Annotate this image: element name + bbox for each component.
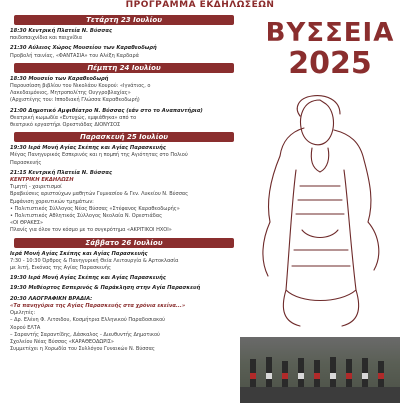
day-header: Τετάρτη 23 Ιουλίου	[14, 15, 234, 25]
event-detail-line: «ΟΙ ΘΡΑΚΕΣ»	[10, 220, 44, 227]
festival-title	[260, 18, 400, 80]
event-title: 21:00 Δημοτικό Αμφιθέατρο Ν. Βύσσας (εάν στο το Αναπαντήρια)	[10, 107, 203, 114]
event-detail-line: – Δρ. Ελένη Φ. Λιτσιδου, Κοσμήτρια Ελληνικού Παραδοσιακού	[10, 317, 166, 324]
event-detail-line: Θεατρική κωμωδία «Ευτυχώς, εμφιάθηκα» από το	[10, 114, 137, 121]
event-detail-line: Χορού ΕΛΤΑ	[10, 324, 41, 331]
festival-year: 2025	[288, 46, 372, 81]
event-title: 21:15 Κεντρική Πλατεία Ν. Βύσσας	[10, 169, 113, 176]
event-entry	[10, 45, 242, 59]
event-entry	[10, 170, 242, 235]
event-detail-line: Παρασκευής	[10, 159, 42, 166]
event-detail-line: με λιτή, Εικόνας της Αγίας Παρασκευής	[10, 265, 111, 272]
day-header: Σάββατο 26 Ιουλίου	[14, 238, 234, 248]
program-header: ΠΡΟΓΡΑΜΜΑ ΕΚΔΗΛΩΣΕΩΝ	[125, 0, 275, 10]
event-title: 19:30 Ιερά Μονή Αγίας Σκέπης και Αγίας Παρασκευής	[10, 275, 166, 282]
event-detail-line: 7:30 - 10:30 Όρθρος & Πανηγυρική Θεία Λειτουργία & Αρτοκλασία	[10, 257, 179, 264]
day-header: Πέμπτη 24 Ιουλίου	[14, 63, 234, 73]
folk-dance-photo	[240, 337, 400, 403]
event-entry	[10, 275, 242, 282]
event-entry	[10, 145, 242, 167]
event-detail-line: (Αρχιστέγης του: Ιπποδιακή Γλώσσα Καραθεοδωρή)	[10, 97, 140, 104]
event-detail-line: Ομιλητές:	[10, 310, 36, 317]
event-detail-line: Συμμετέχει η Χορωδία του Συλλόγου Γυναικών Ν. Βύσσας	[10, 346, 155, 353]
event-detail-line: • Πολιτιστικός Σύλλογος Νέας Βύσσας «Στέφανος Καραθεοδωρής»	[10, 205, 180, 212]
event-highlight: ΚΕΝΤΡΙΚΗ ΕΚΔΗΛΩΣΗ	[10, 177, 74, 184]
event-detail-line: Σχολείου Νέας Βύσσας «ΚΑΡΑΘΕΟΔΩΡΙΣ»	[10, 338, 114, 345]
event-title: 19:30 Μεθέορτος Εσπερινός & Παράκληση στην Αγία Παρασκευή	[10, 285, 201, 292]
day-header: Παρασκευή 25 Ιουλίου	[14, 132, 234, 142]
event-entry	[10, 285, 242, 292]
event-detail-line: θεατρικό εργαστήρι Ορεστιάδας ΔΙΟΝΥΣΟΣ	[10, 122, 121, 129]
event-entry	[10, 28, 242, 42]
event-detail-line: Πλανίς για όλον τον κόσμο με το συγκρότημα «ΑΚΡΙΤΙΚΟΙ ΗΧΟΙ»	[10, 227, 172, 234]
event-entry	[10, 76, 242, 105]
event-detail-line: – Σαραντής Σαραντίδης, Δάσκαλος - Διευθυντής Δημοτικού	[10, 331, 160, 338]
festival-name: ΒΥΣΣΕΙΑ	[265, 18, 395, 48]
event-title: Ιερά Μονή Αγίας Σκέπης και Αγίας Παρασκευής	[10, 250, 148, 257]
program-schedule	[6, 12, 242, 356]
event-detail-line: Τιμητή - χαιρετισμοί	[10, 184, 62, 191]
event-highlight: «Τα πανηγύρια της Αγίας Παρασκευής στα χρόνια εκείνα...»	[10, 302, 186, 309]
event-detail-line: παιδοπαιχνίδια και παιχνίδια	[10, 35, 83, 42]
event-title: 21:30 Αύλειος Χώρος Μουσείου των Καραθεοδωρή	[10, 45, 157, 52]
event-detail-line: Εμφάνιση χορευτικών τμημάτων:	[10, 198, 94, 205]
event-detail-line: Λακεδαιμόνιος, Μητροπολίτης Ουγγροβλαχίας»	[10, 90, 131, 97]
event-detail-line: Μέγας Πανηγυρικός Εσπερινός και η πομπή της Αγιότητας στο Πολιού	[10, 152, 188, 159]
event-entry	[10, 251, 242, 273]
event-title: 19:30 Ιερά Μονή Αγίας Σκέπης και Αγίας Παρασκευής	[10, 145, 166, 152]
event-entry	[10, 296, 242, 354]
event-detail-line: • Πολιτιστικός Αθλητικός Σύλλογος Νεολαία Ν. Ορεστιάδας	[10, 213, 163, 220]
event-detail-line: Βραβεύσεις αριστούχων μαθητών Γυμνασίου & Γεν. Λυκείου Ν. Βύσσας	[10, 191, 189, 198]
event-entry	[10, 108, 242, 130]
event-detail-line: Προβολή ταινίας, «ΦΑΝΤΑΣΙΑ» του Αλέξη Καρδαρά	[10, 52, 139, 59]
event-detail-line: Παρουσίαση βιβλίου του Νικολάου Κουρού: «Ιγνάτιος, ο	[10, 83, 151, 90]
event-title: 18:30 Κεντρική Πλατεία Ν. Βύσσας	[10, 28, 113, 34]
event-title: 18:30 Μουσείο των Καραθεοδωρή	[10, 75, 109, 82]
woman-in-traditional-dress-illustration	[240, 90, 400, 330]
event-title: 20:30 ΛΑΟΓΡΑΦΙΚΗ ΒΡΑΔΙΑ:	[10, 295, 93, 302]
